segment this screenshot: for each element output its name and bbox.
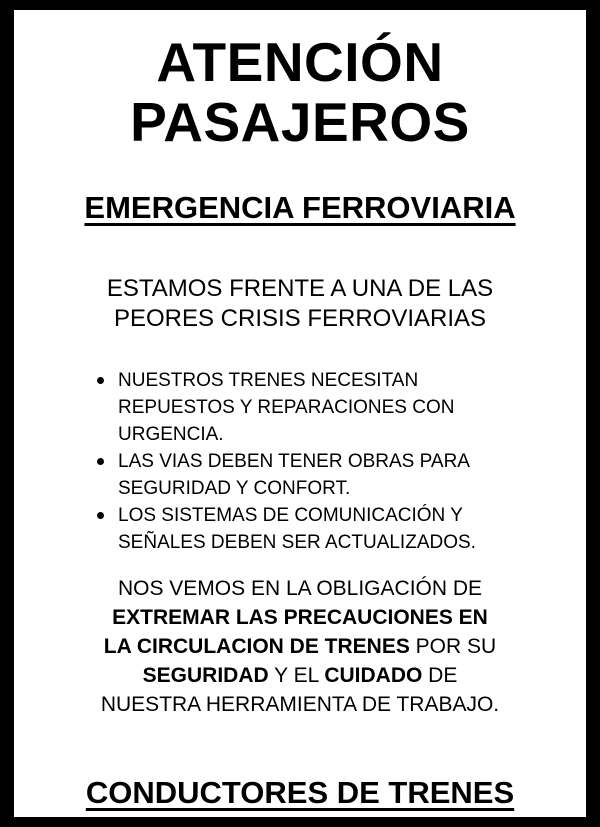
notice-emphasis: CUIDADO	[324, 664, 423, 687]
poster-signature	[14, 775, 586, 811]
bullet-line: LOS SISTEMAS DE COMUNICACIÓN Y	[118, 505, 463, 526]
bullet-line: LAS VIAS DEBEN TENER OBRAS PARA	[118, 451, 470, 472]
bullet-line: NUESTROS TRENES NECESITAN	[118, 370, 419, 391]
notice-text: POR SU	[409, 635, 497, 658]
intro-line: ESTAMOS FRENTE A UNA DE LAS	[106, 275, 494, 302]
bullet-dot-icon	[97, 458, 104, 465]
notice-line	[14, 661, 586, 690]
notice-paragraph	[14, 574, 586, 719]
bullet-item	[94, 448, 564, 502]
signature-text: CONDUCTORES DE TRENES	[85, 775, 515, 810]
poster-title-line2: PASAJEROS	[130, 91, 470, 153]
intro-paragraph	[14, 274, 586, 334]
intro-line: PEORES CRISIS FERROVIARIAS	[113, 305, 487, 332]
bullet-item	[94, 502, 564, 556]
poster-title-line1: ATENCIÓN	[156, 31, 444, 93]
notice-line	[14, 603, 586, 632]
bullet-dot-icon	[97, 377, 104, 384]
notice-emphasis: SEGURIDAD	[142, 664, 269, 687]
notice-line	[14, 632, 586, 661]
bullet-dot-icon	[97, 512, 104, 519]
notice-text: Y EL	[268, 664, 325, 687]
notice-emphasis: EXTREMAR LAS PRECAUCIONES EN	[112, 606, 488, 629]
notice-emphasis: LA CIRCULACION DE TRENES	[103, 635, 410, 658]
notice-line: NUESTRA HERRAMIENTA DE TRABAJO.	[100, 693, 500, 716]
bullet-line: SEGURIDAD Y CONFORT.	[118, 478, 351, 499]
bullet-list	[94, 367, 564, 556]
bullet-line: SEÑALES DEBEN SER ACTUALIZADOS.	[118, 532, 476, 553]
subtitle-text: EMERGENCIA FERROVIARIA	[84, 190, 516, 225]
notice-line: NOS VEMOS EN LA OBLIGACIÓN DE	[117, 577, 483, 600]
bullet-item	[94, 367, 564, 448]
bullet-line: URGENCIA.	[118, 424, 224, 445]
poster-subtitle	[14, 190, 586, 226]
bullet-line: REPUESTOS Y REPARACIONES CON	[118, 397, 455, 418]
poster-sheet	[14, 10, 586, 817]
notice-text: DE	[422, 664, 458, 687]
